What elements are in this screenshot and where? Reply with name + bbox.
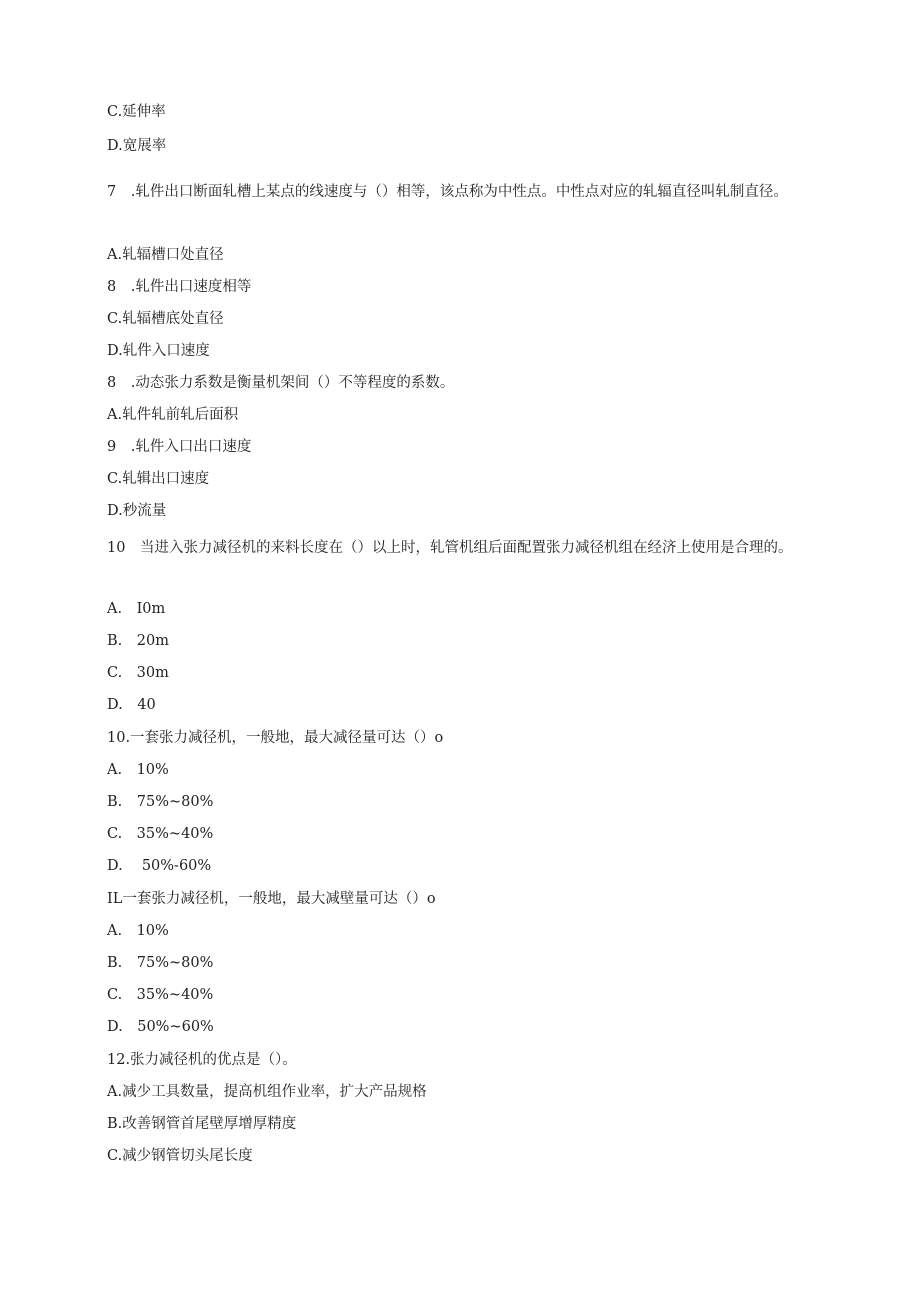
option-a-10pct: A. 10%: [107, 762, 169, 778]
option-d-flow: D.秒流量: [107, 503, 167, 519]
option-b-improve-precision: B.改善钢管首尾壁厚增厚精度: [107, 1116, 297, 1132]
question-10-length: 10 当进入张力减径机的来料长度在（）以上时，轧管机组后面配置张力减径机组在经济上使用是合理的。: [107, 540, 793, 556]
option-c-groove-bottom: C.轧辐槽底处直径: [107, 311, 224, 327]
option-c-reduce-crop: C.减少钢管切头尾长度: [107, 1148, 253, 1164]
option-d-40: D. 40: [107, 697, 156, 713]
question-8-dynamic-tension: 8 .动态张力系数是衡量机架间（）不等程度的系数。: [107, 375, 455, 391]
option-a-10pct-b: A. 10%: [107, 923, 169, 939]
question-9-entry-exit-speed: 9 .轧件入口出口速度: [107, 439, 252, 455]
option-c-exit-speed: C.轧辑出口速度: [107, 471, 210, 487]
option-c-35-40pct-b: C. 35%~40%: [107, 987, 214, 1003]
option-d-entry-speed: D.轧件入口速度: [107, 343, 210, 359]
option-d-spread: D.宽展率: [107, 138, 167, 154]
option-c-elongation: C.延伸率: [107, 104, 166, 120]
question-8-exit-speed: 8 .轧件出口速度相等: [107, 279, 252, 295]
option-c-30m: C. 30m: [107, 665, 169, 681]
option-b-75-80pct-b: B. 75%~80%: [107, 955, 214, 971]
option-a-area: A.轧件轧前轧后面积: [107, 407, 239, 423]
option-b-75-80pct: B. 75%~80%: [107, 794, 214, 810]
option-c-35-40pct: C. 35%~40%: [107, 826, 214, 842]
option-d-50-60pct: D. 50%-60%: [107, 858, 212, 874]
question-11-wall-reduction: IL一套张力减径机，一般地，最大减壁量可达（）o: [107, 891, 436, 907]
option-d-50-60pct-b: D. 50%~60%: [107, 1019, 214, 1035]
option-b-20m: B. 20m: [107, 633, 169, 649]
question-7: 7 .轧件出口断面轧槽上某点的线速度与（）相等，该点称为中性点。中性点对应的轧辐直径叫轧制直径。: [107, 184, 788, 200]
option-a-groove-diameter: A.轧辐槽口处直径: [107, 247, 224, 263]
question-12-advantages: 12.张力减径机的优点是（）。: [107, 1052, 297, 1068]
question-10-reduction: 10.一套张力减径机，一般地，最大减径量可达（）o: [107, 730, 444, 746]
option-a-reduce-tools: A.减少工具数量，提高机组作业率，扩大产品规格: [107, 1084, 427, 1100]
option-a-10m: A. I0m: [107, 601, 166, 617]
